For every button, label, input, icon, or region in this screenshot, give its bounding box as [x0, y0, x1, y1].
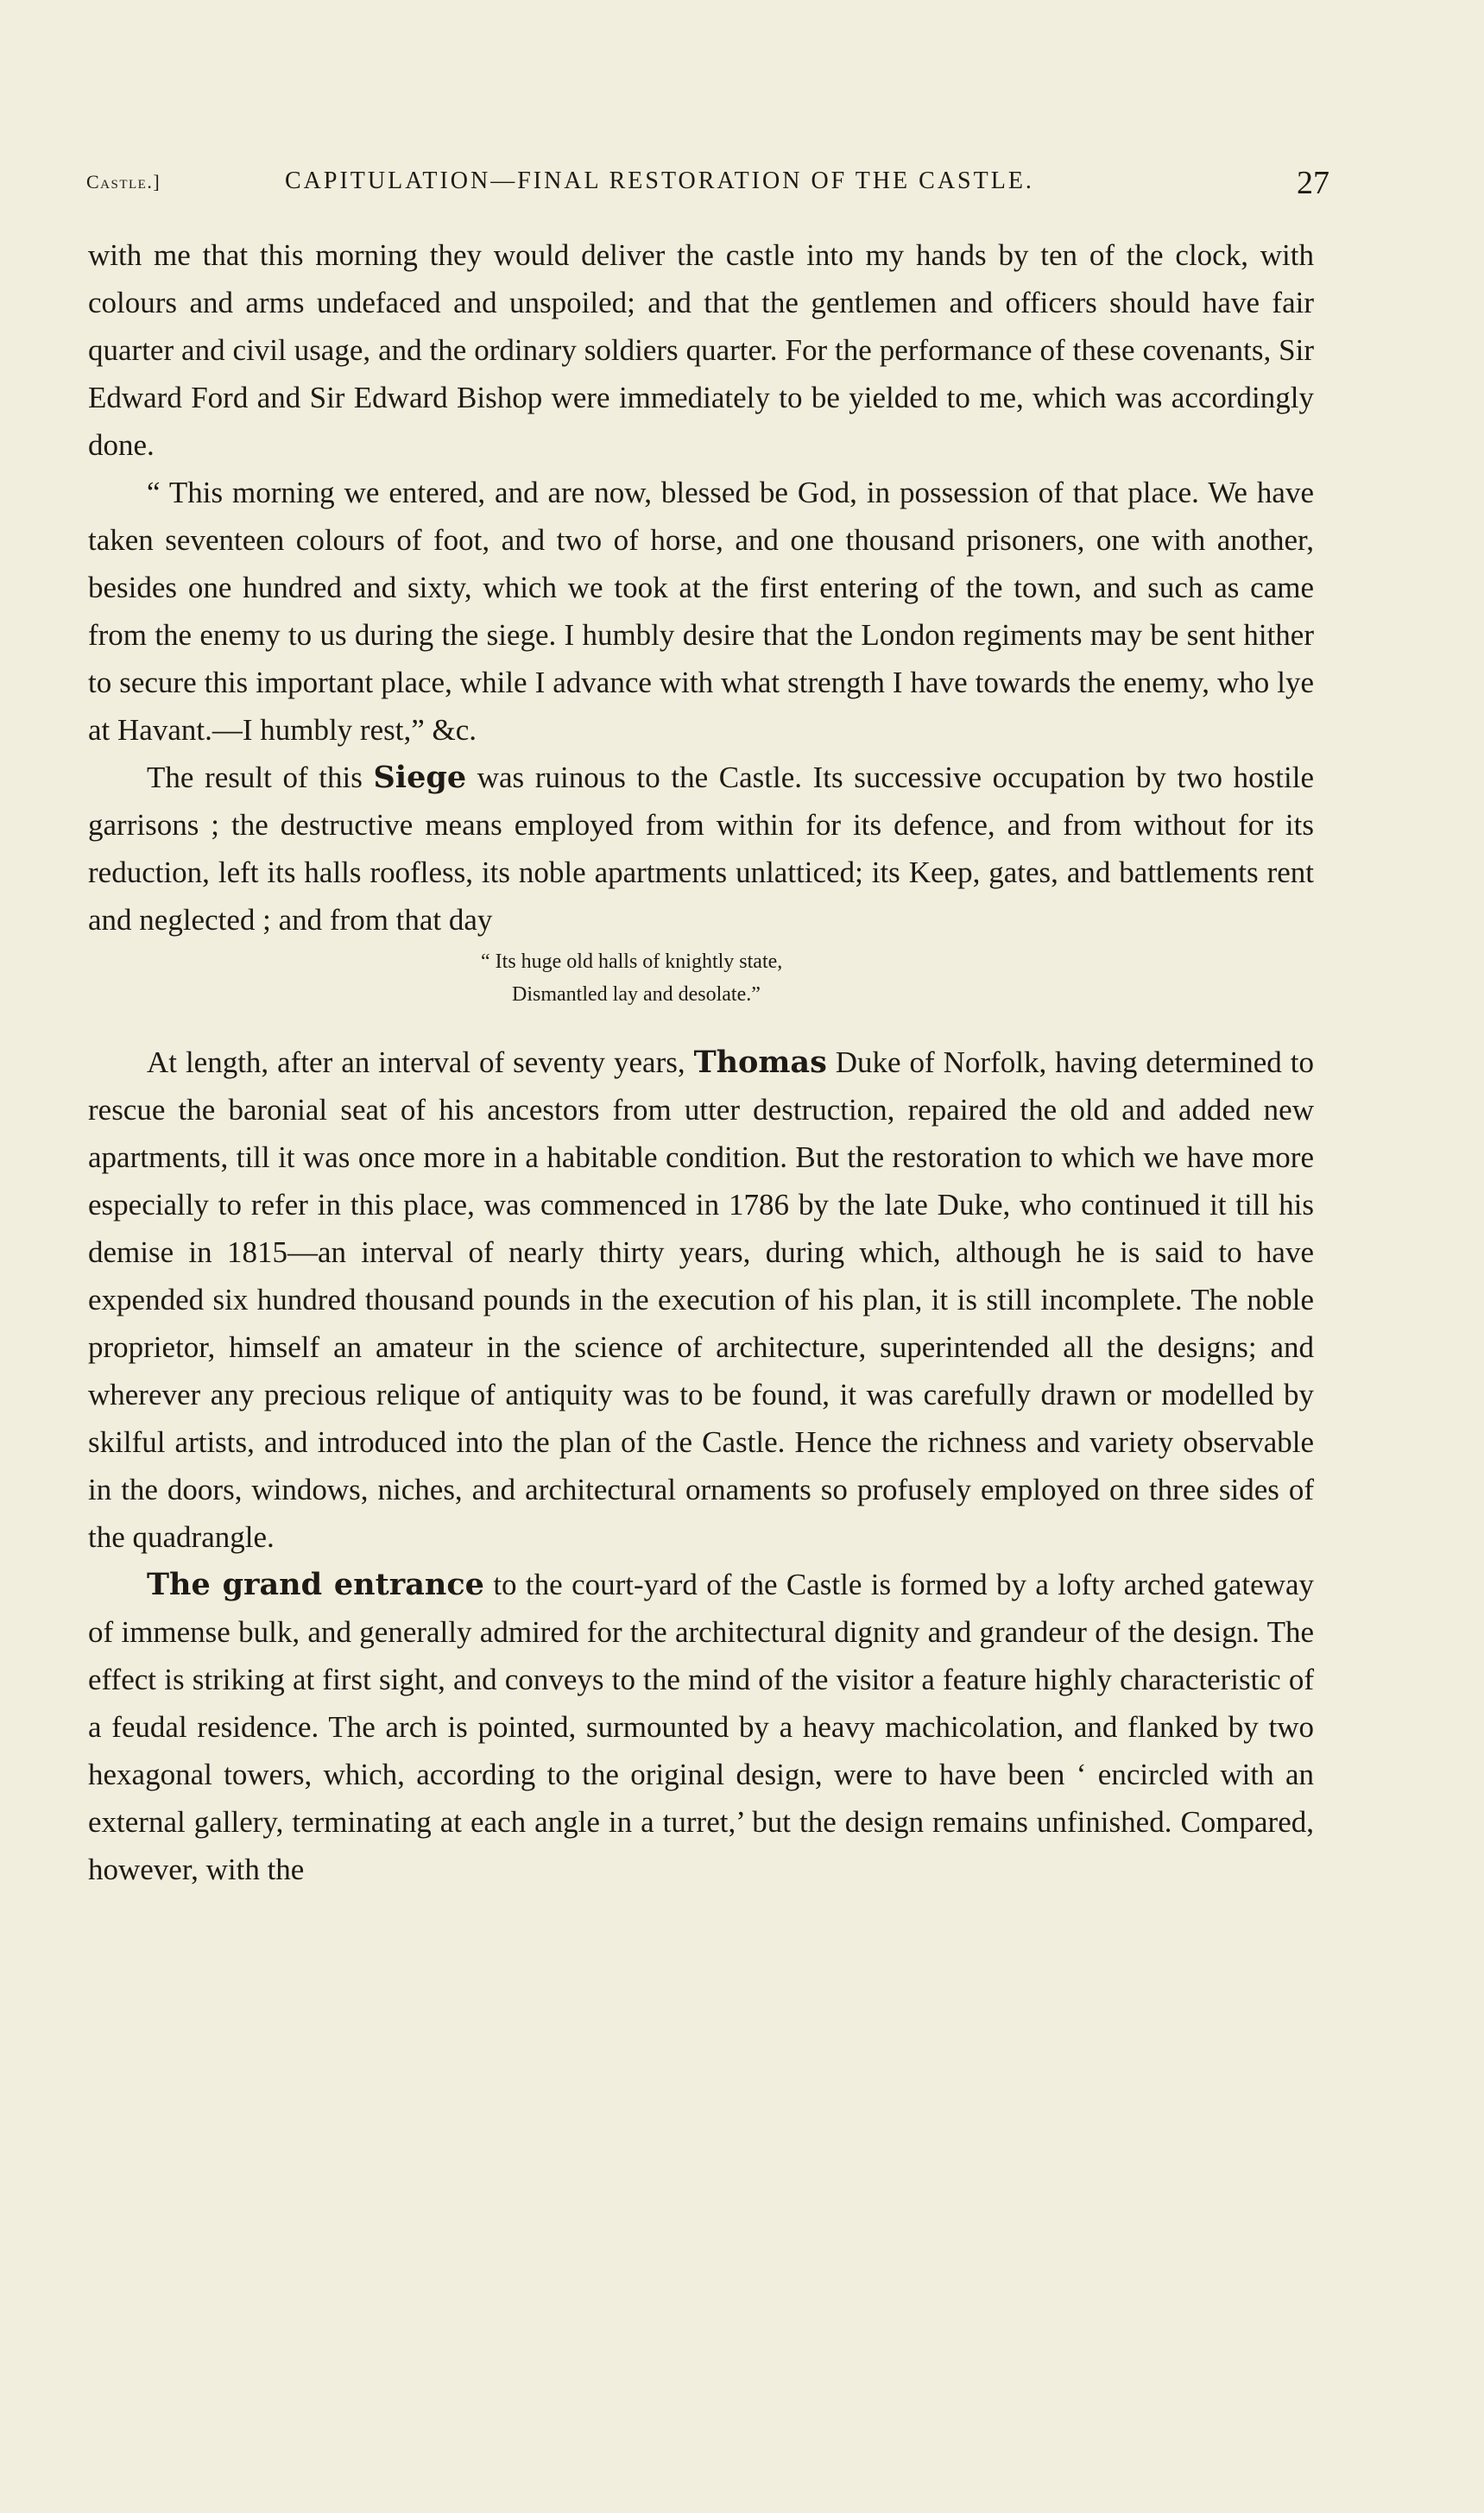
paragraph-1: with me that this morning they would deliver the castle into my hands by ten of the clock, with colours and arms undefaced and unspoiled; and that the gentlemen and officers should have fair quarter and civil usage, and the ordinary soldiers quarter. For the performance of these covenants, Sir Edward Ford and Sir Edward Bishop were immediately to be yielded to me, which was accordingly done.: [88, 238, 1314, 462]
paragraph-2: “ This morning we entered, and are now, blessed be God, in possession of that place. We have taken seventeen colours of foot, and two of horse, and one thousand prisoners, one with another, besides one hundred and sixty, which we took at the first entering of the town, and such as came from the enemy to us during the siege. I humbly desire that the London regiments may be sent hither to secure this important place, while I advance with what strength I have towards the enemy, who lye at Havant.—I humbly rest,” &c.: [88, 476, 1314, 747]
verse-line-1: “ Its huge old halls of knightly state,: [481, 950, 783, 973]
paragraph-4-emphasis: Thomas: [693, 1045, 827, 1080]
paragraph-4-after: Duke of Norfolk, having determined to rescue the baronial seat of his ancestors from utter destruction, repaired the old and added new apartments, till it was once more in a habitable condition. But the restoration to which we have more especially to refer in this place, was commenced in 1786 by the late Duke, who continued it till his demise in 1815—an interval of nearly thirty years, during which, although he is said to have expended six hundred thousand pounds in the execution of his plan, it is still incomplete. The noble proprietor, himself an amateur in the science of architecture, superintended all the designs; and wherever any precious relique of antiquity was to be found, it was carefully drawn or modelled by skilful artists, and introduced into the plan of the Castle. Hence the richness and variety observable in the doors, windows, niches, and architectural ornaments so profusely employed on three sides of the quadrangle.: [88, 1045, 1314, 1554]
paragraph-5: [88, 1561, 1314, 1893]
page-number: 27: [1297, 165, 1329, 201]
paragraph-5-emphasis: The grand entrance: [147, 1567, 484, 1602]
verse-quotation: [88, 944, 1314, 1039]
paragraph-3-after: was ruinous to the Castle. Its successive occupation by two hostile garrisons ; the destructive means employed from within for its defence, and from without for its reduction, left its halls roofless, its noble apartments unlatticed; its Keep, gates, and battlements rent and neglected ; and from that day: [88, 761, 1314, 937]
paragraph-3-emphasis: Siege: [373, 760, 467, 795]
running-head-title: CAPITULATION—FINAL RESTORATION OF THE CASTLE.: [285, 167, 1034, 194]
verse-line-2: Dismantled lay and desolate.”: [512, 983, 761, 1006]
paragraph-4: [88, 1039, 1314, 1561]
paragraph-3-before: The result of this: [147, 761, 374, 794]
running-head-section: Castle.]: [86, 171, 161, 193]
paragraph-4-before: At length, after an interval of seventy years,: [147, 1045, 694, 1079]
body-text: [88, 231, 1314, 1893]
running-head: [86, 164, 1329, 207]
paragraph-5-after: to the court-yard of the Castle is formed by a lofty arched gateway of immense bulk, and generally admired for the architectural dignity and grandeur of the design. The effect is striking at first sight, and conveys to the mind of the visitor a feature highly characteristic of a feudal residence. The arch is pointed, surmounted by a heavy machicolation, and flanked by two hexagonal towers, which, according to the original design, were to have been ‘ encircled with an external gallery, terminating at each angle in a turret,’ but the design remains unfinished. Compared, however, with the: [88, 1568, 1314, 1886]
paragraph-3: [88, 754, 1314, 944]
